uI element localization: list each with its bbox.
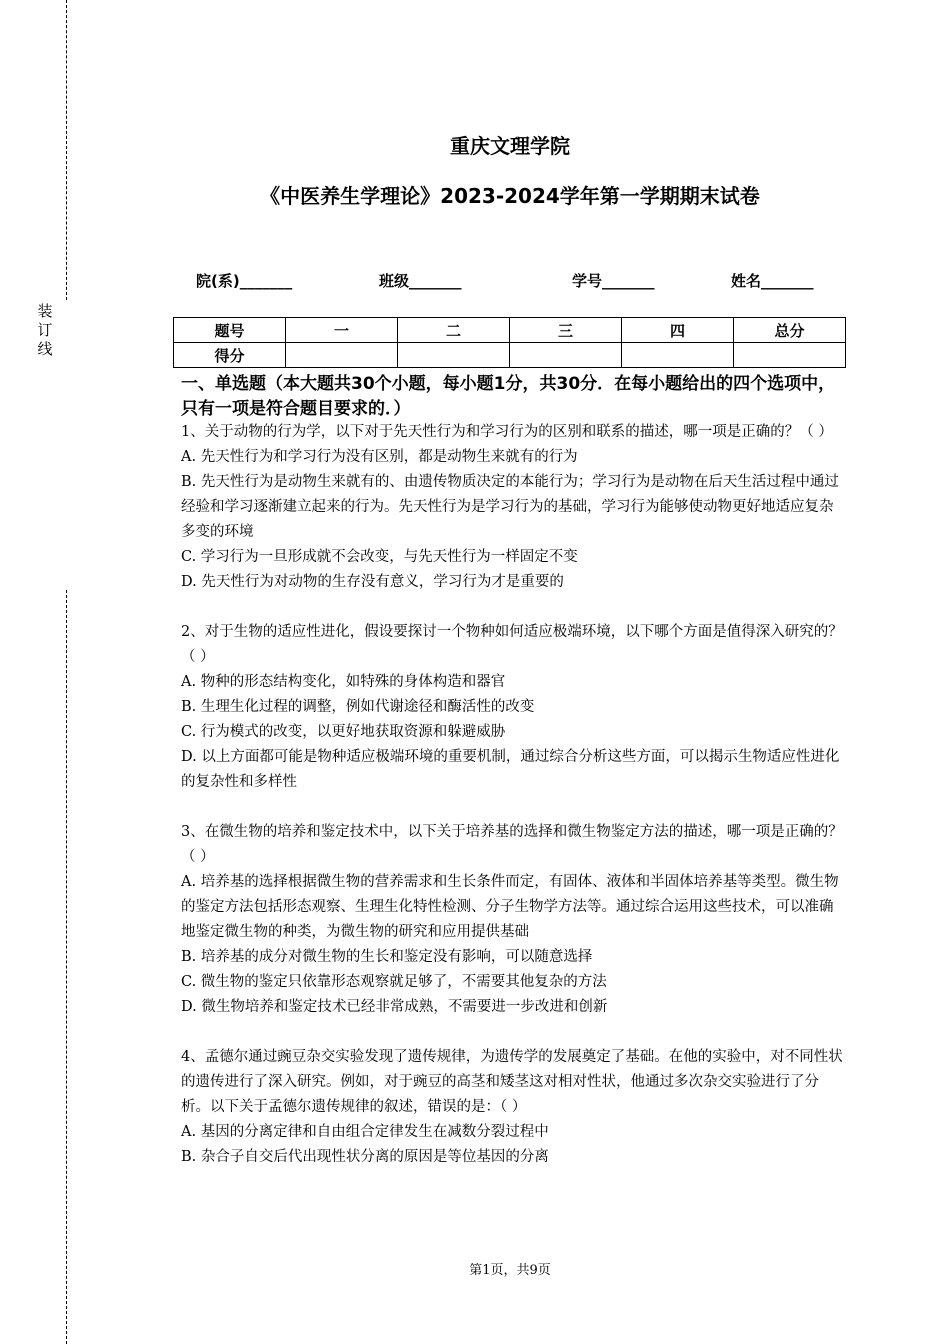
page-footer: 第1页，共9页 — [469, 1263, 551, 1278]
option-d: D. 微生物培养和鉴定技术已经非常成熟，不需要进一步改进和创新 — [181, 999, 608, 1015]
binding-label — [36, 302, 54, 359]
question-stem: 2、对于生物的适应性进化，假设要探讨一个物种如何适应极端环境，以下哪个方面是值得深入研究的？（ ） — [181, 624, 843, 665]
option-a: A. 基因的分离定律和自由组合定律发生在减数分裂过程中 — [181, 1124, 549, 1140]
question-1 — [181, 420, 847, 595]
option-a: A. 先天性行为和学习行为没有区别，都是动物生来就有的行为 — [181, 449, 578, 465]
department-field[interactable]: 院(系)_______ — [196, 272, 293, 290]
score-table-header-row — [174, 318, 846, 343]
binding-char: 订 — [37, 321, 53, 339]
table-header-cell: 三 — [510, 318, 622, 343]
table-header-cell: 四 — [622, 318, 734, 343]
binding-char: 装 — [37, 302, 53, 320]
score-cell[interactable] — [398, 343, 510, 368]
score-cell[interactable] — [734, 343, 846, 368]
option-b: B. 先天性行为是动物生来就有的、由遗传物质决定的本能行为；学习行为是动物在后天生活过程中通过经验和学习逐渐建立起来的行为。先天性行为是学习行为的基础，学习行为能够使动物更好地适应复杂多变的环境 — [181, 474, 839, 540]
school-title: 重庆文理学院 — [450, 134, 570, 158]
option-b: B. 杂合子自交后代出现性状分离的原因是等位基因的分离 — [181, 1149, 549, 1165]
score-table — [173, 317, 846, 368]
question-list — [181, 420, 847, 1170]
student-id-field[interactable]: 学号_______ — [572, 272, 655, 290]
score-cell[interactable] — [622, 343, 734, 368]
option-a: A. 物种的形态结构变化，如特殊的身体构造和器官 — [181, 674, 506, 690]
option-a: A. 培养基的选择根据微生物的营养需求和生长条件而定，有固体、液体和半固体培养基等类型。微生物的鉴定方法包括形态观察、生理生化特性检测、分子生物学方法等。通过综合运用这些技术，可以准确地鉴定微生物的种类，为微生物的研究和应用提供基础 — [181, 874, 839, 940]
question-4 — [181, 1045, 847, 1170]
score-row-label: 得分 — [174, 343, 286, 368]
table-header-cell: 二 — [398, 318, 510, 343]
table-header-cell: 题号 — [174, 318, 286, 343]
section-heading: 一、单选题（本大题共30个小题，每小题1分，共30分．在每小题给出的四个选项中，只有一项是符合题目要求的．） — [181, 374, 836, 419]
question-2 — [181, 620, 847, 795]
question-stem: 3、在微生物的培养和鉴定技术中，以下关于培养基的选择和微生物鉴定方法的描述，哪一项是正确的？（ ） — [181, 824, 843, 865]
question-stem: 4、孟德尔通过豌豆杂交实验发现了遗传规律，为遗传学的发展奠定了基础。在他的实验中，对不同性状的遗传进行了深入研究。例如，对于豌豆的高茎和矮茎这对相对性状，他通过多次杂交实验进行了分析。以下关于孟德尔遗传规律的叙述，错误的是：（ ） — [181, 1049, 843, 1115]
table-header-cell: 一 — [286, 318, 398, 343]
option-c: C. 行为模式的改变，以更好地获取资源和躲避威胁 — [181, 724, 506, 740]
binding-dashed-line-bottom — [66, 590, 67, 1344]
score-cell[interactable] — [510, 343, 622, 368]
option-c: C. 学习行为一旦形成就不会改变，与先天性行为一样固定不变 — [181, 549, 578, 565]
exam-title: 《中医养生学理论》2023-2024学年第一学期期末试卷 — [260, 184, 760, 208]
option-d: D. 先天性行为对动物的生存没有意义，学习行为才是重要的 — [181, 574, 564, 590]
student-info-row — [0, 270, 950, 292]
question-3 — [181, 820, 847, 1020]
option-d: D. 以上方面都可能是物种适应极端环境的重要机制，通过综合分析这些方面，可以揭示生物适应性进化的复杂性和多样性 — [181, 749, 840, 790]
option-b: B. 培养基的成分对微生物的生长和鉴定没有影响，可以随意选择 — [181, 949, 593, 965]
score-table-score-row — [174, 343, 846, 368]
class-field[interactable]: 班级_______ — [379, 272, 462, 290]
score-cell[interactable] — [286, 343, 398, 368]
option-c: C. 微生物的鉴定只依靠形态观察就足够了，不需要其他复杂的方法 — [181, 974, 607, 990]
binding-char: 线 — [37, 340, 53, 358]
name-field[interactable]: 姓名_______ — [731, 272, 814, 290]
table-header-cell: 总分 — [734, 318, 846, 343]
option-b: B. 生理生化过程的调整，例如代谢途径和酶活性的改变 — [181, 699, 535, 715]
question-stem: 1、关于动物的行为学，以下对于先天性行为和学习行为的区别和联系的描述，哪一项是正确的？（ ） — [181, 424, 833, 440]
